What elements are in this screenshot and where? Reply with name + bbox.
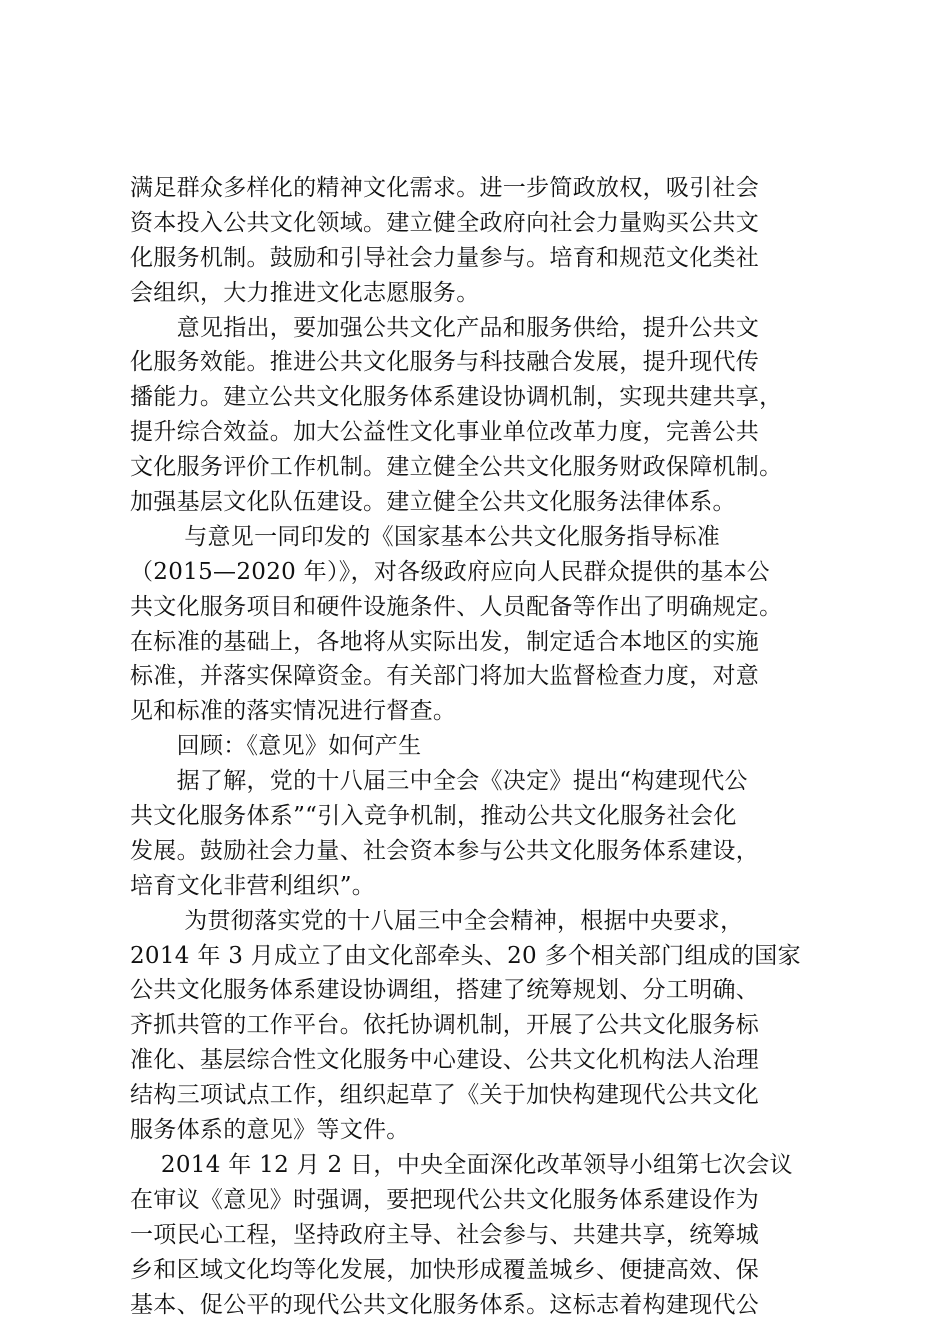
text-line: 加强基层文化队伍建设。建立健全公共文化服务法律体系。 <box>130 489 736 516</box>
text-line: 在审议《意见》时强调，要把现代公共文化服务体系建设作为 <box>130 1186 760 1213</box>
text-line: 服务体系的意见》等文件。 <box>130 1117 410 1144</box>
text-line: 资本投入公共文化领域。建立健全政府向社会力量购买公共文 <box>130 209 760 236</box>
text-line: 满足群众多样化的精神文化需求。进一步简政放权，吸引社会 <box>130 175 760 201</box>
text-line: 基本、促公平的现代公共文化服务体系。这标志着构建现代公 <box>130 1291 760 1318</box>
text-line: 共文化服务项目和硬件设施条件、人员配备等作出了明确规定。 <box>130 593 783 620</box>
text-line: 在标准的基础上，各地将从实际出发，制定适合本地区的实施 <box>130 628 760 655</box>
text-line: 提升综合效益。加大公益性文化事业单位改革力度，完善公共 <box>130 419 760 446</box>
text-line: 乡和区域文化均等化发展，加快形成覆盖城乡、便捷高效、保 <box>130 1256 760 1283</box>
text-line: 回顾：《意见》如何产生 <box>130 733 422 760</box>
text-line: 与意见一同印发的《国家基本公共文化服务指导标准 <box>130 523 721 550</box>
text-line: 据了解，党的十八届三中全会《决定》提出“构建现代公 <box>130 768 748 795</box>
text-line: 2014 年 12 月 2 日，中央全面深化改革领导小组第七次会议 <box>130 1151 793 1178</box>
text-line: 共文化服务体系”“引入竞争机制，推动公共文化服务社会化 <box>130 803 737 830</box>
text-line: 结构三项试点工作，组织起草了《关于加快构建现代公共文化 <box>130 1082 760 1109</box>
text-line: 意见指出，要加强公共文化产品和服务供给，提升公共文 <box>130 314 760 341</box>
text-line: 为贯彻落实党的十八届三中全会精神，根据中央要求， <box>130 907 744 934</box>
text-line: 标准，并落实保障资金。有关部门将加大监督检查力度，对意 <box>130 663 760 690</box>
text-line: 发展。鼓励社会力量、社会资本参与公共文化服务体系建设， <box>130 837 760 864</box>
text-line: 2014 年 3 月成立了由文化部牵头、20 多个相关部门组成的国家 <box>130 942 801 969</box>
text-line: 公共文化服务体系建设协调组，搭建了统筹规划、分工明确、 <box>130 977 760 1004</box>
text-line: 准化、基层综合性文化服务中心建设、公共文化机构法人治理 <box>130 1047 760 1074</box>
text-line: 播能力。建立公共文化服务体系建设协调机制，实现共建共享， <box>130 384 783 411</box>
text-line: 一项民心工程，坚持政府主导、社会参与、共建共享，统筹城 <box>130 1221 760 1248</box>
text-line: 会组织，大力推进文化志愿服务。 <box>130 279 480 306</box>
text-line: 文化服务评价工作机制。建立健全公共文化服务财政保障机制。 <box>130 454 783 481</box>
text-line: 培育文化非营利组织”。 <box>130 872 376 899</box>
text-line: 化服务效能。推进公共文化服务与科技融合发展，提升现代传 <box>130 349 760 376</box>
text-line: 化服务机制。鼓励和引导社会力量参与。培育和规范文化类社 <box>130 244 760 271</box>
text-line: （2015—2020 年）》，对各级政府应向人民群众提供的基本公 <box>130 558 770 585</box>
text-line: 见和标准的落实情况进行督查。 <box>130 698 457 725</box>
text-line: 齐抓共管的工作平台。依托协调机制，开展了公共文化服务标 <box>130 1012 760 1039</box>
body-text <box>130 171 830 1322</box>
